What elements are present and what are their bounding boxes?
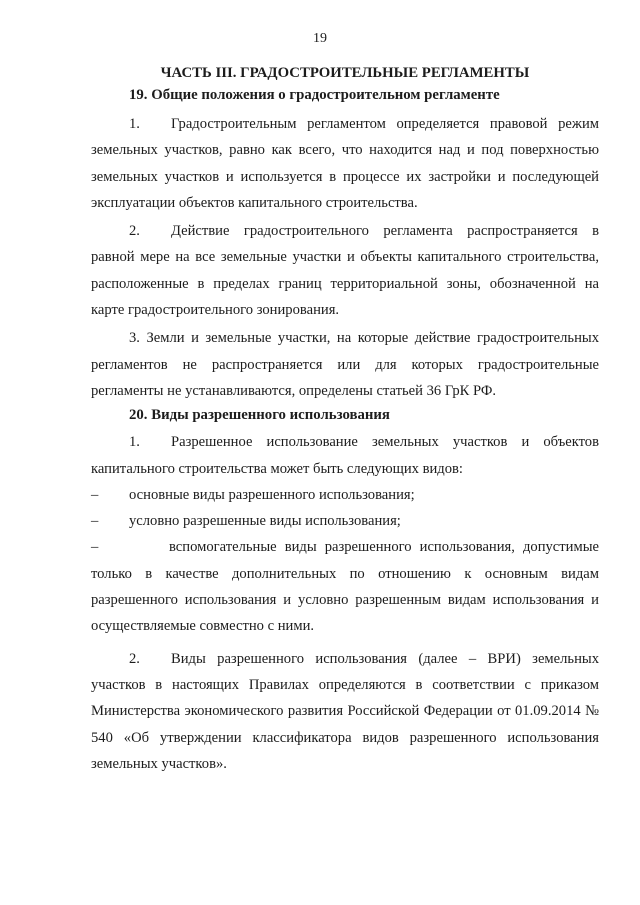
list-item <box>91 508 599 534</box>
list-item-text: условно разрешенные виды использования; <box>129 513 401 530</box>
list-dash: – <box>91 539 99 556</box>
paragraph-number: 1. <box>129 434 140 451</box>
section-19-paragraph-1 <box>91 111 599 216</box>
list-item <box>91 534 599 639</box>
paragraph-text: Действие градостроительного регламента распространяется в равной мере на все земельные участки и объекты капитального строительства, расположенные в пределах границ территориальной зоны, обозначенной на карте градостроительного зонирования. <box>91 223 599 319</box>
section-20-heading: 20. Виды разрешенного использования <box>129 407 390 424</box>
list-item-text: основные виды разрешенного использования; <box>129 486 415 503</box>
list-dash: – <box>91 513 99 530</box>
section-20-paragraph-1 <box>91 429 599 482</box>
section-20-paragraph-2 <box>91 646 599 777</box>
list-item-text: вспомогательные виды разрешенного использования, допустимые только в качестве дополнительных по отношению к основным видам разрешенного использования и условно разрешенным видам использования и осуществляемые совместно с ними. <box>91 539 599 635</box>
list-item <box>91 482 599 508</box>
section-19-paragraph-3: 3. Земли и земельные участки, на которые действие градостроительных регламентов не распространяется или для которых градостроительные регламенты не устанавливаются, определены статьей 36 ГрК РФ. <box>91 330 599 399</box>
list-dash: – <box>91 486 99 503</box>
part-heading: ЧАСТЬ III. ГРАДОСТРОИТЕЛЬНЫЕ РЕГЛАМЕНТЫ <box>160 65 530 81</box>
document-body <box>91 62 599 777</box>
page-number: 19 <box>313 31 327 46</box>
paragraph-number: 2. <box>129 650 140 667</box>
section-19-paragraph-2 <box>91 218 599 323</box>
paragraph-text: Градостроительным регламентом определяется правовой режим земельных участков, равно как всего, что находится над и под поверхностью земельных участков и используется в процессе их застройки и последующей эксплуатации объектов капитального строительства. <box>91 116 599 211</box>
paragraph-text: Виды разрешенного использования (далее – ВРИ) земельных участков в настоящих Правилах определяются в соответствии с приказом Министерства экономического развития Российской Федерации от 01.09.2014 № 540 «Об утверждении классификатора видов разрешенного использования земельных участков». <box>91 650 599 772</box>
paragraph-text: Разрешенное использование земельных участков и объектов капитального строительства может быть следующих видов: <box>91 434 599 477</box>
paragraph-number: 1. <box>129 116 140 132</box>
section-19-heading: 19. Общие положения о градостроительном регламенте <box>129 87 500 103</box>
paragraph-number: 2. <box>129 223 140 240</box>
